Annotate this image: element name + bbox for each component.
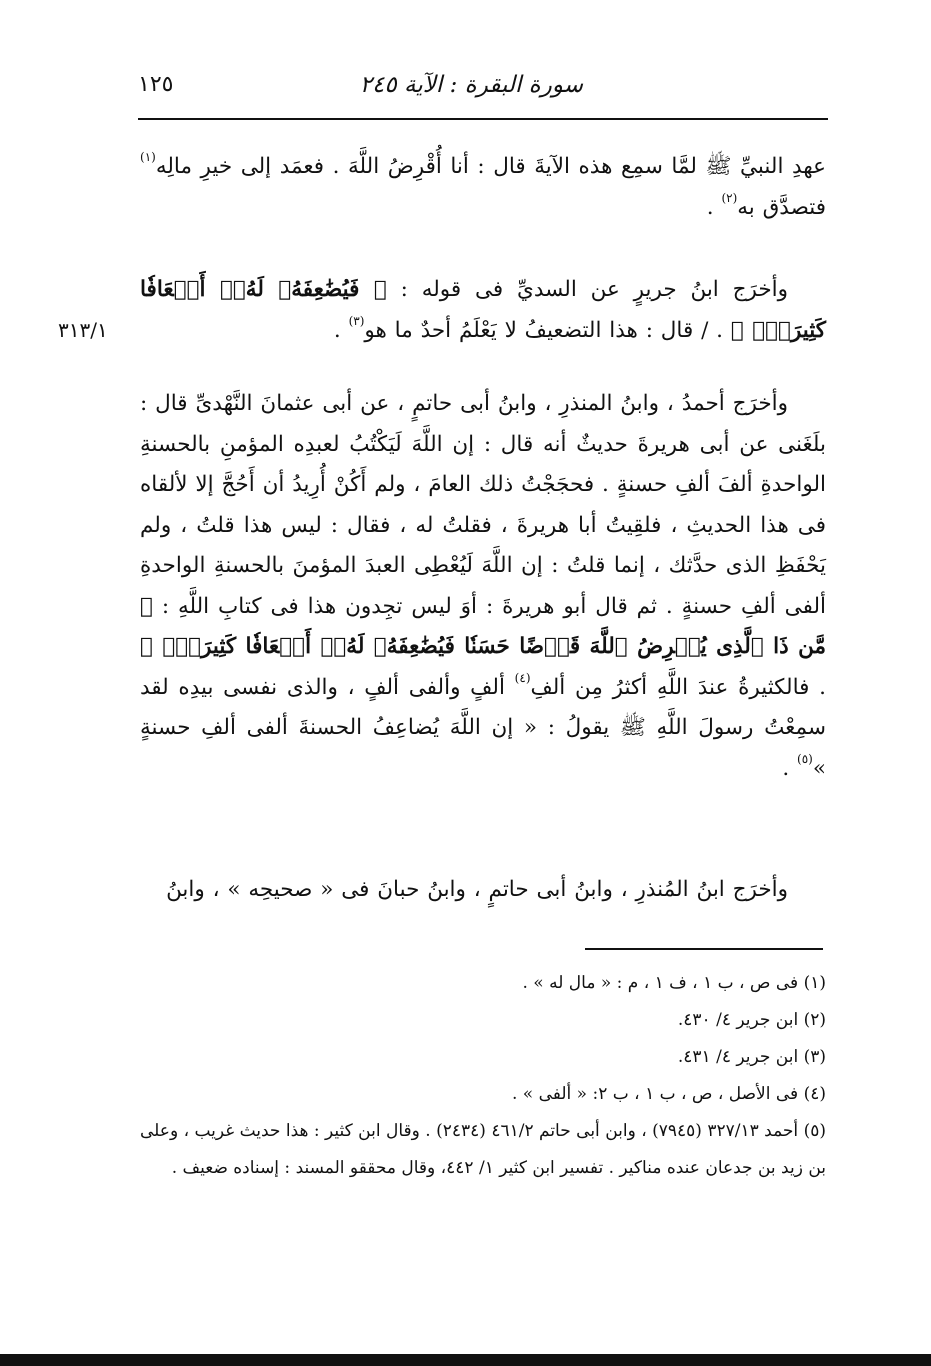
paragraph-text: وأخرَج أحمدُ ، وابنُ المنذرِ ، وابنُ أبى حاتمٍ ، عن أبى عثمانَ النَّهْدىِّ قال : بلَغَنى عن أبى هريرةَ حديثٌ أنه قال : إن اللَّهَ لَيَكْتُبُ لعبدِه المؤمنِ بالحسنةِ الواحدةِ ألفَ ألفِ حسنةٍ . فحجَجْتُ ذلك العامَ ، ولم أَكُنْ أُرِيدُ أن أَحُجَّ إلا لألقاه فى هذا الحديثِ ، فلقِيتُ أبا هريرةَ ، فقلتُ له ، فقال : ليس هذا قلتُ ، ولم يَحْفَظِ الذى حدَّثك ، إنما قلتُ : إن اللَّهَ لَيُعْطِى العبدَ المؤمنَ بالحسنةِ الواحدةِ ألفى ألفِ حسنةٍ . ثم قال أبو هريرةَ : أوَ ليس تجِدون هذا فى كتابِ اللَّهِ : <box>140 391 826 619</box>
scan-bottom-edge <box>0 1354 931 1366</box>
footnote-marker-5: (٥) <box>797 751 813 766</box>
paragraph-text: . <box>782 755 798 781</box>
quran-verse: ﴿ مَّن ذَا ٱلَّذِى يُقۡرِضُ ٱللَّهَ قَرۡضًا حَسَنٗا فَيُضَٰعِفَهُۥ لَهُۥٓ أَضۡعَافٗا كَثِيرَةٗۚ ﴾ <box>140 593 826 659</box>
paragraph-text: وأخرَج ابنُ المُنذرِ ، وابنُ أبى حاتمٍ ، وابنُ حبانَ فى « صحيحِه » ، وابنُ <box>166 877 788 902</box>
paragraph-1 <box>140 147 826 228</box>
page-header <box>138 70 828 110</box>
header-rule <box>138 118 828 120</box>
margin-reference: ٣١٣/١ <box>58 318 108 342</box>
paragraph-text: فتصدَّق به <box>737 194 826 220</box>
paragraph-text: وأخرَج ابنُ جريرٍ عن السديِّ فى قوله : <box>386 277 788 302</box>
paragraph-text: . / قال : هذا التضعيفُ لا يَعْلَمُ أحدٌ ما هو <box>364 317 731 343</box>
paragraph-text: . فالكثيرةُ عندَ اللَّهِ أكثرُ مِن ألفِ <box>530 674 826 700</box>
footnote-3: (٣) ابن جرير ٤/ ٤٣١. <box>677 1047 826 1067</box>
paragraph-3 <box>140 384 826 789</box>
paragraph-text: . <box>333 317 349 343</box>
paragraph-4 <box>140 870 826 911</box>
page-number: ١٢٥ <box>138 72 174 97</box>
footnote-1: (١) فى ص ، ب ١ ، ف ١ ، م : « مال له » . <box>522 973 826 993</box>
paragraph-text: عهدِ النبيِّ ﷺ لمَّا سمِع هذه الآيةَ قال : أنا أُقْرِضُ اللَّهَ . فعمَد إلى خيرِ مالِه <box>155 154 826 179</box>
footnote-separator <box>585 948 823 950</box>
quran-verse: ﴿ فَيُضَٰعِفَهُۥ لَهُۥٓ أَضۡعَافٗا كَثِيرَةٗۚ ﴾ <box>140 277 826 343</box>
footnote-4: (٤) فى الأصل ، ص ، ب ١ ، ب ٢: « ألفى » . <box>511 1084 826 1104</box>
paragraph-2 <box>140 270 826 351</box>
paragraph-text: . <box>706 194 722 220</box>
footnote-marker-3: (٣) <box>348 313 365 328</box>
paragraph-text: ألفٍ وألفى ألفٍ ، والذى نفسى بيدِه لقد سمِعْتُ رسولَ اللَّهِ ﷺ يقولُ : « إن اللَّهَ يُضاعِفُ الحسنةَ ألفى ألفِ حسنةٍ » <box>140 674 826 781</box>
footnotes <box>140 965 826 1187</box>
footnote-2: (٢) ابن جرير ٤/ ٤٣٠. <box>677 1010 826 1030</box>
footnote-marker-2: (٢) <box>721 190 738 205</box>
running-title: سورة البقرة : الآية ٢٤٥ <box>359 72 583 98</box>
footnote-5: (٥) أحمد ٣٢٧/١٣ (٧٩٤٥) ، وابن أبى حاتم ٤٦١/٢ (٢٤٣٤) . وقال ابن كثير : هذا حديث غريب ، وعلى بن زيد بن جدعان عنده مناكير . تفسير ابن كثير ١/ ٤٤٢، وقال محققو المسند : إسناده ضعيف . <box>140 1121 826 1178</box>
footnote-marker-4: (٤) <box>514 670 531 685</box>
footnote-marker-1: (١) <box>140 150 156 164</box>
